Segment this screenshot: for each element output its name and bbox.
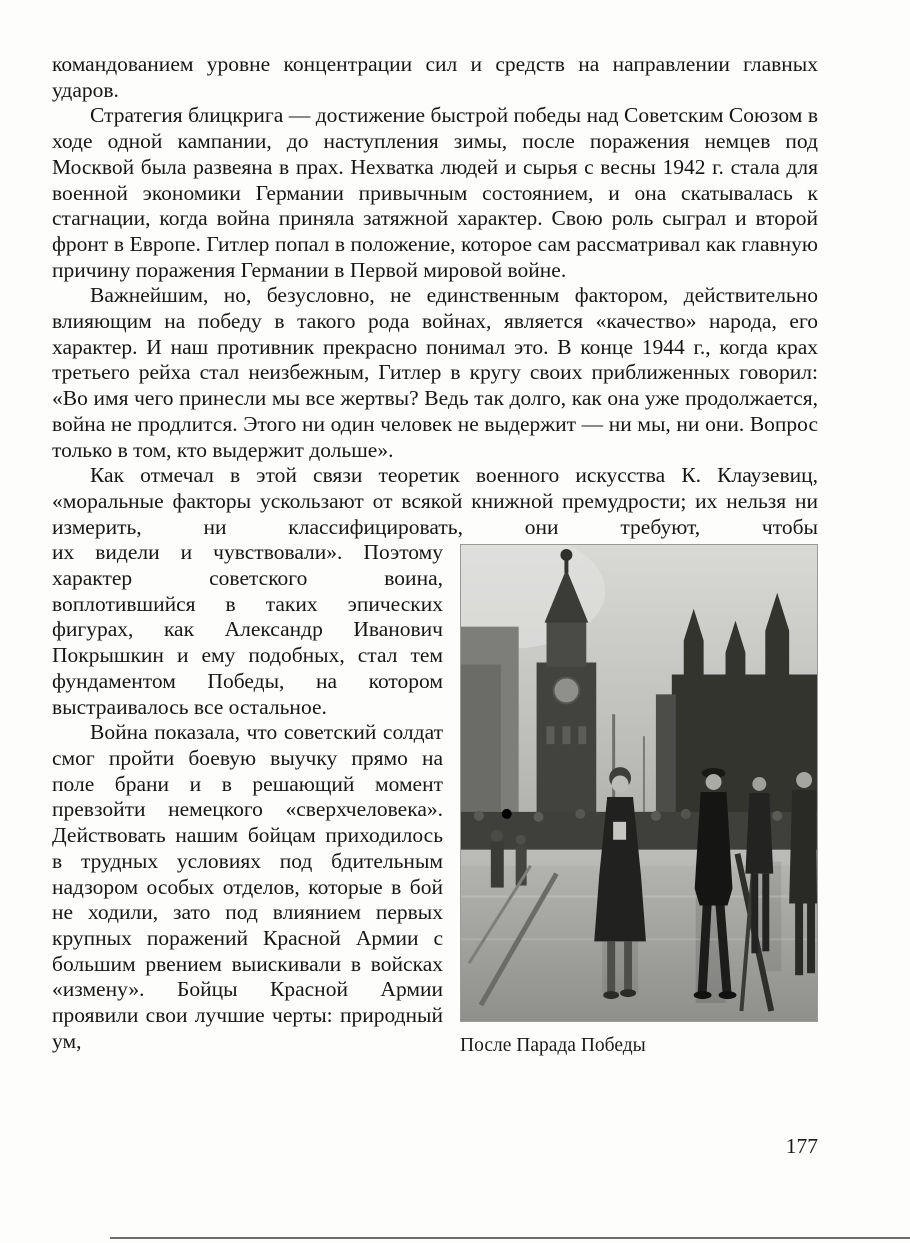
page-number: 177 (785, 1134, 818, 1158)
paragraph-quality-of-people: Важнейшим, но, безусловно, не единственным фактором, действительно влияющим на победу в такого рода войнах, является «качество» народа, его характер. И наш противник прекрасно понимал это. В конце 1944 г., когда крах третьего рейха стал неизбежным, Гитлер в кругу своих приближенных говорил: «Во имя чего принесли мы все жертвы? Ведь так долго, как она уже продолжается, война не продлится. Этого ни один человек не выдержит — ни мы, ни они. Вопрос только в том, кто выдержит дольше». (52, 283, 818, 462)
paragraph-clausewitz-wrap: их видели и чувствовали». Поэтому характер советского воина, воплотившийся в таких эпических фигурах, как Александр Иванович Покрышкин и ему подобных, стал тем фундаментом Победы, на котором выстраивалось все остальное. (52, 540, 443, 719)
paragraph-clausewitz-lead: Как отмечал в этой связи теоретик военного искусства К. Клаузевиц, «моральные факторы ускользают от всякой книжной премудрости; их нельзя ни измерить, ни классифицировать, они требуют, чтобы (52, 463, 818, 539)
victory-parade-photo-figure (460, 544, 818, 1058)
paragraph-blitzkrieg-strategy: Стратегия блицкрига — достижение быстрой победы над Советским Союзом в ходе одной кампании, до наступления зимы, после поражения немцев под Москвой была развеяна в прах. Нехватка людей и сырья с весны 1942 г. стала для военной экономики Германии привычным состоянием, и она скатывалась к стагнации, когда война приняла затяжной характер. Свою роль сыграл и второй фронт в Европе. Гитлер попал в положение, которое сам рассматривал как главную причину поражения Германии в Первой мировой войне. (52, 103, 818, 282)
photo-caption: После Парада Победы (460, 1035, 646, 1057)
victory-parade-photo-illustration (461, 545, 817, 1021)
text-with-photo-section (52, 540, 818, 1078)
page-text-block (52, 52, 818, 1078)
paragraph-continuation: командованием уровне концентрации сил и средств на направлении главных ударов. (52, 52, 818, 102)
paragraph-war-showed: Война показала, что советский солдат смог пройти боевую выучку прямо на поле брани и в решающий момент превзойти немецкого «сверхчеловека». Действовать нашим бойцам приходилось в трудных условиях под бдительным надзором особых отделов, которые в бой не ходили, зато под влиянием первых крупных поражений Красной Армии с большим рвением выискивали в войсках «измену». Бойцы Красной Армии проявили свои лучшие черты: природный ум, (52, 720, 443, 1053)
scan-edge-artifact (110, 1237, 910, 1239)
victory-parade-photo (460, 544, 818, 1022)
